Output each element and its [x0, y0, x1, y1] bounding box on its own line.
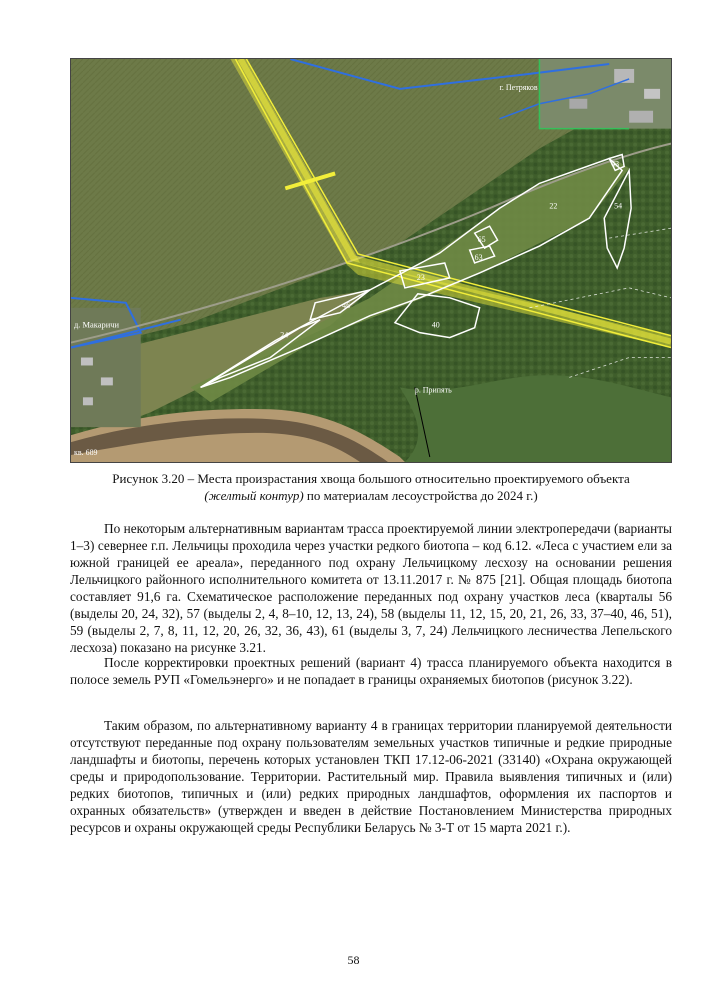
plot-label-24: 24 [280, 330, 289, 340]
plot-label-22: 22 [549, 201, 558, 211]
plot-label-63: 63 [474, 253, 483, 263]
plot-label-46: 46 [342, 300, 351, 310]
map-label-petryaki: г. Петряков [499, 82, 538, 92]
satellite-map-figure [70, 58, 672, 463]
caption-line-1: Рисунок 3.20 – Места произрастания хвоща большого относительно проектируемого объекта [112, 471, 630, 486]
plot-label-40: 40 [431, 320, 440, 330]
caption-rest: по материалам лесоустройства до 2024 г.) [303, 488, 538, 503]
body-paragraph-1: По некоторым альтернативным вариантам трасса проектируемой линии электропередачи (варианты 1–3) севернее г.п. Лельчицы проходила через участки редкого биотопа – код 6.12. «Леса с участием ели за южной границей ее ареала», переданного под охрану Лельчицкому лесхозу на основании решения Лельчицкого районного исполнительного комитета от 13.11.2017 г. № 875 [21]. Общая площадь биотопа составляет 91,6 га. Схематическое расположение переданных под охрану участков леса (кварталы 56 (выделы 20, 24, 32), 57 (выделы 2, 4, 8–10, 12, 13, 24), 58 (выделы 11, 12, 15, 20, 21, 26, 33, 37–40, 46, 51), 59 (выделы 2, 7, 8, 11, 12, 20, 26, 32, 36, 43), 61 (выделы 3, 7, 24) Лельчицкого лесничества Лепельского лесхоза) показано на рисунке 3.21. [70, 521, 672, 655]
plot-label-54: 54 [614, 201, 623, 211]
body-paragraph-2: После корректировки проектных решений (вариант 4) трасса планируемого объекта находится в полосе земель РУП «Гомельэнерго» и не попадает в границы охраняемых биотопов (рисунок 3.22). [70, 655, 672, 687]
map-canvas [71, 59, 671, 462]
plot-label-23: 23 [416, 272, 425, 282]
page-number: 58 [347, 953, 360, 967]
map-label-makarichi: д. Макаричи [73, 319, 120, 330]
map-label-river: р. Припять [414, 385, 452, 395]
plot-label-43: 43 [611, 159, 620, 169]
figure-caption [70, 470, 672, 504]
map-label-quarter: кв. 689 [73, 448, 98, 458]
caption-line-2 [70, 487, 672, 504]
plot-label-65: 65 [477, 235, 486, 245]
body-paragraph-3: Таким образом, по альтернативному варианту 4 в границах территории планируемой деятельности отсутствуют переданные под охрану пользователям земельных участков типичные и редкие природные ландшафты и биотопы, перечень которых установлен ТКП 17.12-06-2021 (33140) «Охрана окружающей среды и природопользование. Территории. Растительный мир. Правила выявления типичных и (или) редких биотопов, типичных и (или) редких природных ландшафтов, оформления их паспортов и охранных обязательств» (утвержден и введен в действие Постановлением Министерства природных ресурсов и охраны окружающей среды Республики Беларусь № 3-Т от 15 марта 2021 г.). [70, 718, 672, 835]
caption-italic: (желтый контур) [204, 488, 304, 503]
